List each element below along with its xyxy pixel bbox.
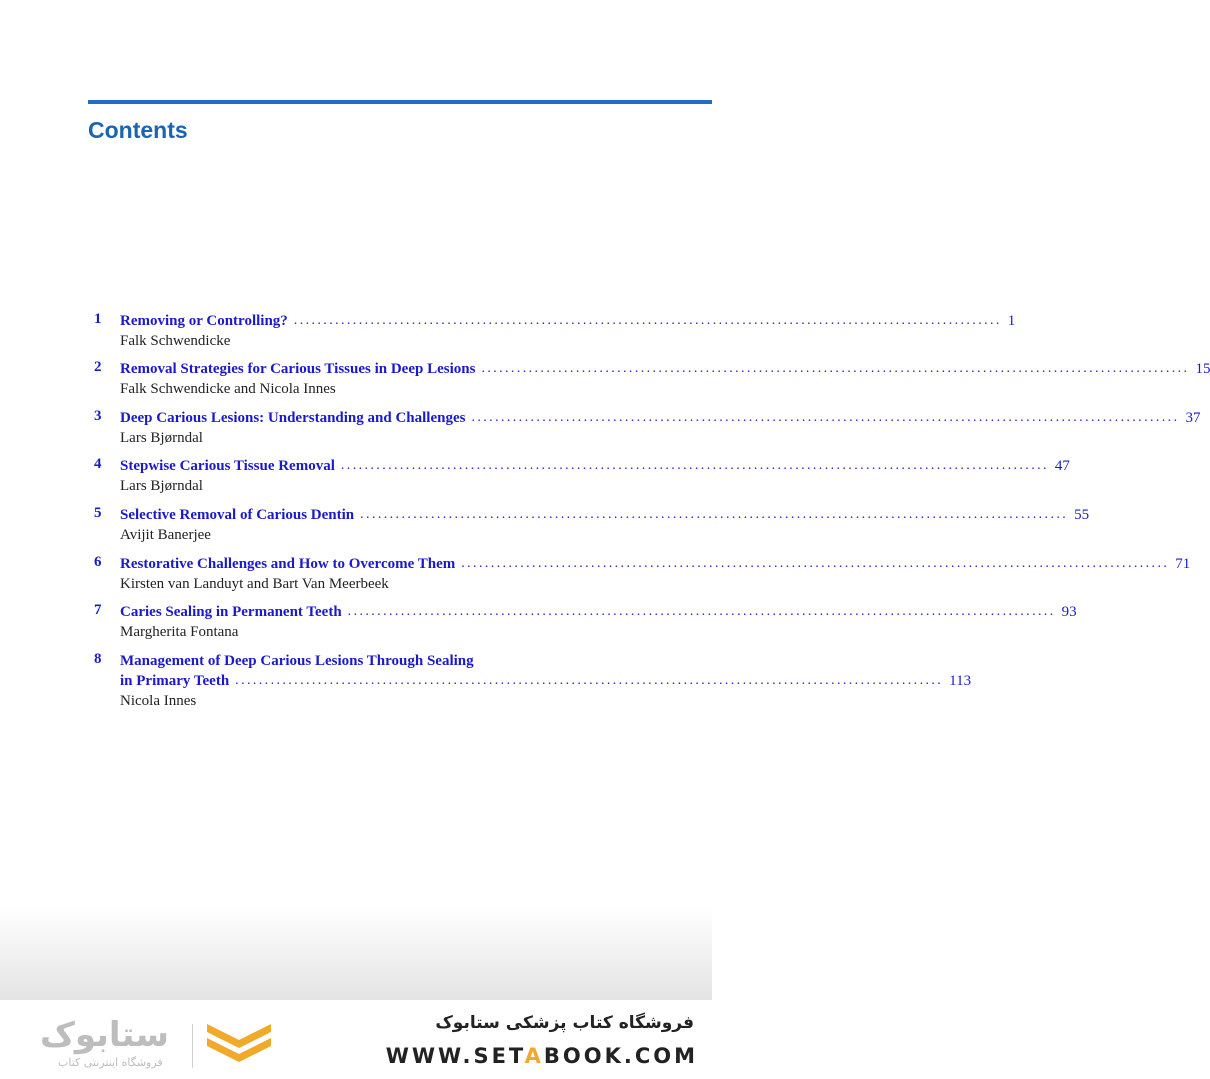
page-number[interactable]: 113 xyxy=(949,673,972,689)
chapter-authors: Kirsten van Landuyt and Bart Van Meerbeek xyxy=(120,576,389,592)
leader-dots: ........................................................................................................................ xyxy=(481,361,1190,376)
leader-dots: ........................................................................................................................ xyxy=(340,458,1049,473)
page-number[interactable]: 71 xyxy=(1175,556,1191,572)
page-number[interactable]: 37 xyxy=(1185,410,1201,426)
chapter-title-line[interactable] xyxy=(120,408,1201,428)
chapter-title-line[interactable] xyxy=(120,505,1090,525)
chapter-title-line[interactable] xyxy=(120,311,1016,331)
chapter-number: 2 xyxy=(94,359,102,375)
leader-dots: ........................................................................................................................ xyxy=(347,604,1056,619)
chapter-title-line[interactable] xyxy=(120,456,1070,476)
chapter-number: 3 xyxy=(94,408,102,424)
chapter-authors: Falk Schwendicke and Nicola Innes xyxy=(120,381,336,397)
chapter-title[interactable]: Removal Strategies for Carious Tissues in Deep Lesions xyxy=(120,361,476,377)
chapter-number: 7 xyxy=(94,602,102,618)
leader-dots: ........................................................................................................................ xyxy=(461,556,1170,571)
chapter-title[interactable]: Restorative Challenges and How to Overcome Them xyxy=(120,556,456,572)
logo-divider xyxy=(192,1024,193,1068)
header-rule xyxy=(88,100,712,104)
chapter-number: 1 xyxy=(94,311,102,327)
chapter-title[interactable]: Selective Removal of Carious Dentin xyxy=(120,507,355,523)
leader-dots: ........................................................................................................................ xyxy=(471,410,1180,425)
chapter-title-line[interactable] xyxy=(120,651,625,671)
site-part-accent: A xyxy=(524,1044,544,1068)
page-number[interactable]: 1 xyxy=(1007,313,1016,329)
chapter-number: 5 xyxy=(94,505,102,521)
site-part-1: WWW.SET xyxy=(385,1044,525,1068)
chapter-authors: Falk Schwendicke xyxy=(120,333,231,349)
chapter-title[interactable]: Removing or Controlling? xyxy=(120,313,288,329)
leader-dots: ........................................................................................................................ xyxy=(360,507,1069,522)
chapter-authors: Lars Bjørndal xyxy=(120,430,203,446)
store-name: فروشگاه کتاب پزشکی ستابوک xyxy=(435,1013,694,1033)
chapter-authors: Lars Bjørndal xyxy=(120,478,203,494)
chapter-title-line[interactable] xyxy=(120,359,1210,379)
chapter-title[interactable]: in Primary Teeth xyxy=(120,673,230,689)
leader-dots: ........................................................................................................................ xyxy=(235,673,944,688)
logo-subtitle: فروشگاه اینترنتی کتاب xyxy=(58,1056,163,1069)
page-shadow xyxy=(0,905,712,1000)
page-number[interactable]: 47 xyxy=(1054,458,1070,474)
website-address[interactable] xyxy=(386,1044,698,1068)
chapter-title[interactable]: Deep Carious Lesions: Understanding and Challenges xyxy=(120,410,466,426)
chapter-title[interactable]: Caries Sealing in Permanent Teeth xyxy=(120,604,342,620)
chapter-number: 4 xyxy=(94,456,102,472)
site-part-2: BOOK.COM xyxy=(543,1044,698,1068)
chapter-title-line[interactable] xyxy=(120,671,972,691)
contents-heading: Contents xyxy=(88,117,188,143)
chapter-authors: Margherita Fontana xyxy=(120,624,239,640)
chapter-number: 8 xyxy=(94,651,102,667)
chapter-authors: Nicola Innes xyxy=(120,693,197,709)
chapter-title[interactable]: Stepwise Carious Tissue Removal xyxy=(120,458,335,474)
logo-wordmark: ستابوک xyxy=(40,1015,169,1055)
page-number[interactable]: 55 xyxy=(1074,507,1090,523)
chapter-title[interactable]: Management of Deep Carious Lesions Through Sealing xyxy=(120,653,474,669)
chapter-number: 6 xyxy=(94,554,102,570)
page-number[interactable]: 15 xyxy=(1195,361,1210,377)
chapter-title-line[interactable] xyxy=(120,602,1077,622)
chapter-authors: Avijit Banerjee xyxy=(120,527,211,543)
chapter-title-line[interactable] xyxy=(120,554,1191,574)
leader-dots: ........................................................................................................................ xyxy=(293,313,1002,328)
stacked-chevron-logo-icon xyxy=(205,1022,273,1066)
page-number[interactable]: 93 xyxy=(1061,604,1077,620)
